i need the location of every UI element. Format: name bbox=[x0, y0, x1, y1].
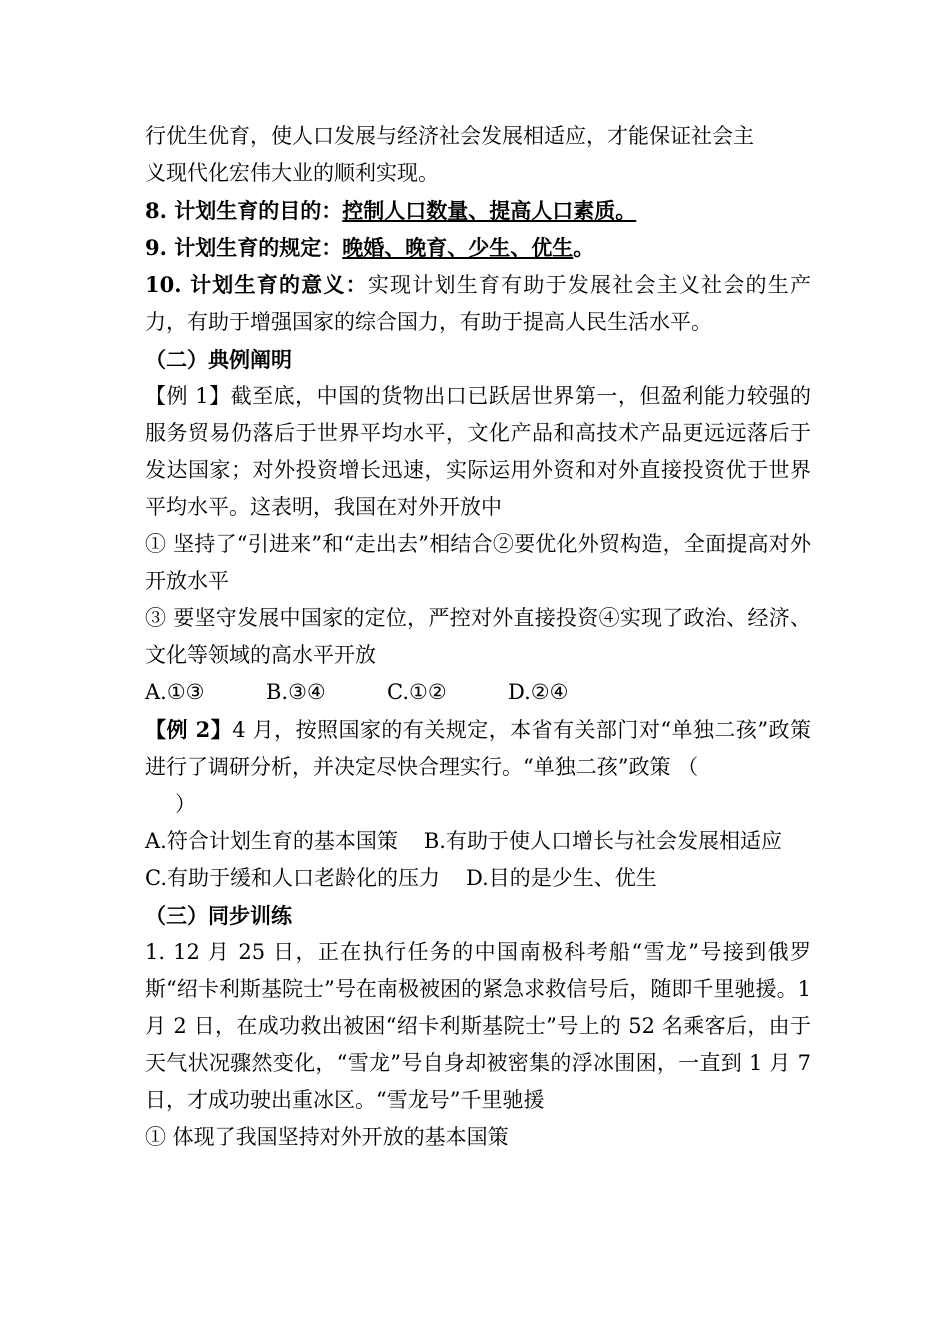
example-1-stem: 【例 1】截至底，中国的货物出口已跃居世界第一，但盈利能力较强的服务贸易仍落后于世界平均水平，文化产品和高技术产品更远远落后于发达国家；对外投资增长迅速，实际运用外资和对外直接投资优于世界平均水平。这表明，我国在对外开放中 bbox=[145, 384, 811, 519]
item-8-label: 8. 计划生育的目的： bbox=[145, 198, 343, 223]
example-2-option-b: B.有助于使人口增长与社会发展相适应 bbox=[423, 829, 782, 853]
item-10-text: 实现计划生育有助于发展社会主义社会的生产力，有助于增强国家的综合国力，有助于提高人民生活水平。 bbox=[145, 273, 811, 334]
example-1-options bbox=[145, 674, 811, 711]
example-1-option-a: A.①③ bbox=[145, 680, 205, 704]
example-1-statement-2: ③ 要坚守发展中国家的定位，严控对外直接投资④实现了政治、经济、文化等领域的高水平开放 bbox=[145, 606, 811, 667]
intro-line-2: 义现代化宏伟大业的顺利实现。 bbox=[145, 161, 439, 185]
intro-line-1: 行优生优育，使人口发展与经济社会发展相适应，才能保证社会主 bbox=[145, 124, 754, 148]
example-2-option-d: D.目的是少生、优生 bbox=[466, 866, 657, 890]
item-10-label: 10. 计划生育的意义： bbox=[145, 272, 368, 297]
example-2-option-a: A.符合计划生育的基本国策 bbox=[145, 829, 398, 853]
question-1-stem: 1. 12 月 25 日，正在执行任务的中国南极科考船“雪龙”号接到俄罗斯“绍卡利斯基院士”号在南极被困的紧急求救信号后，随即千里驰援。1 月 2 日，在成功救出被困“绍卡利斯基院士”号上的 52 名乘客后，由于天气状况骤然变化，“雪龙”号自身却被密集的浮冰围困，一直到 1 月 7 日，才成功驶出重冰区。“雪龙号”千里驰援 bbox=[145, 940, 811, 1112]
item-9-end: 。 bbox=[573, 235, 595, 260]
item-9-label: 9. 计划生育的规定： bbox=[145, 235, 343, 260]
example-1-statement-1: ① 坚持了“引进来”和“走出去”相结合②要优化外贸构造，全面提高对外开放水平 bbox=[145, 532, 811, 593]
example-2-options-ab bbox=[145, 823, 811, 860]
question-1-statement-1: ① 体现了我国坚持对外开放的基本国策 bbox=[145, 1125, 509, 1149]
example-1-option-b: B.③④ bbox=[266, 680, 326, 704]
example-2-paren-close: ） bbox=[175, 792, 196, 816]
example-1-option-c: C.①② bbox=[387, 680, 447, 704]
example-2-options-cd bbox=[145, 860, 811, 897]
example-2-stem: 【例 2】4 月，按照国家的有关规定，本省有关部门对“单独二孩”政策进行了调研分析，并决定尽快合理实行。“单独二孩”政策 （ bbox=[145, 717, 811, 779]
example-1-option-d: D.②④ bbox=[508, 680, 569, 704]
section-2-title: （二）典例阐明 bbox=[145, 347, 292, 372]
example-2-option-c: C.有助于缓和人口老龄化的压力 bbox=[145, 866, 440, 890]
document-page bbox=[145, 118, 811, 1156]
item-10 bbox=[145, 266, 811, 341]
item-8 bbox=[145, 192, 811, 229]
example-2-tag: 【例 2】 bbox=[145, 717, 233, 742]
item-9 bbox=[145, 229, 811, 266]
example-1-tag: 【例 1】 bbox=[145, 384, 231, 408]
section-3-title: （三）同步训练 bbox=[145, 903, 292, 928]
item-8-answer: 控制人口数量、提高人口素质。 bbox=[342, 198, 637, 223]
item-9-answer: 晚婚、晚育、少生、优生 bbox=[342, 235, 574, 260]
